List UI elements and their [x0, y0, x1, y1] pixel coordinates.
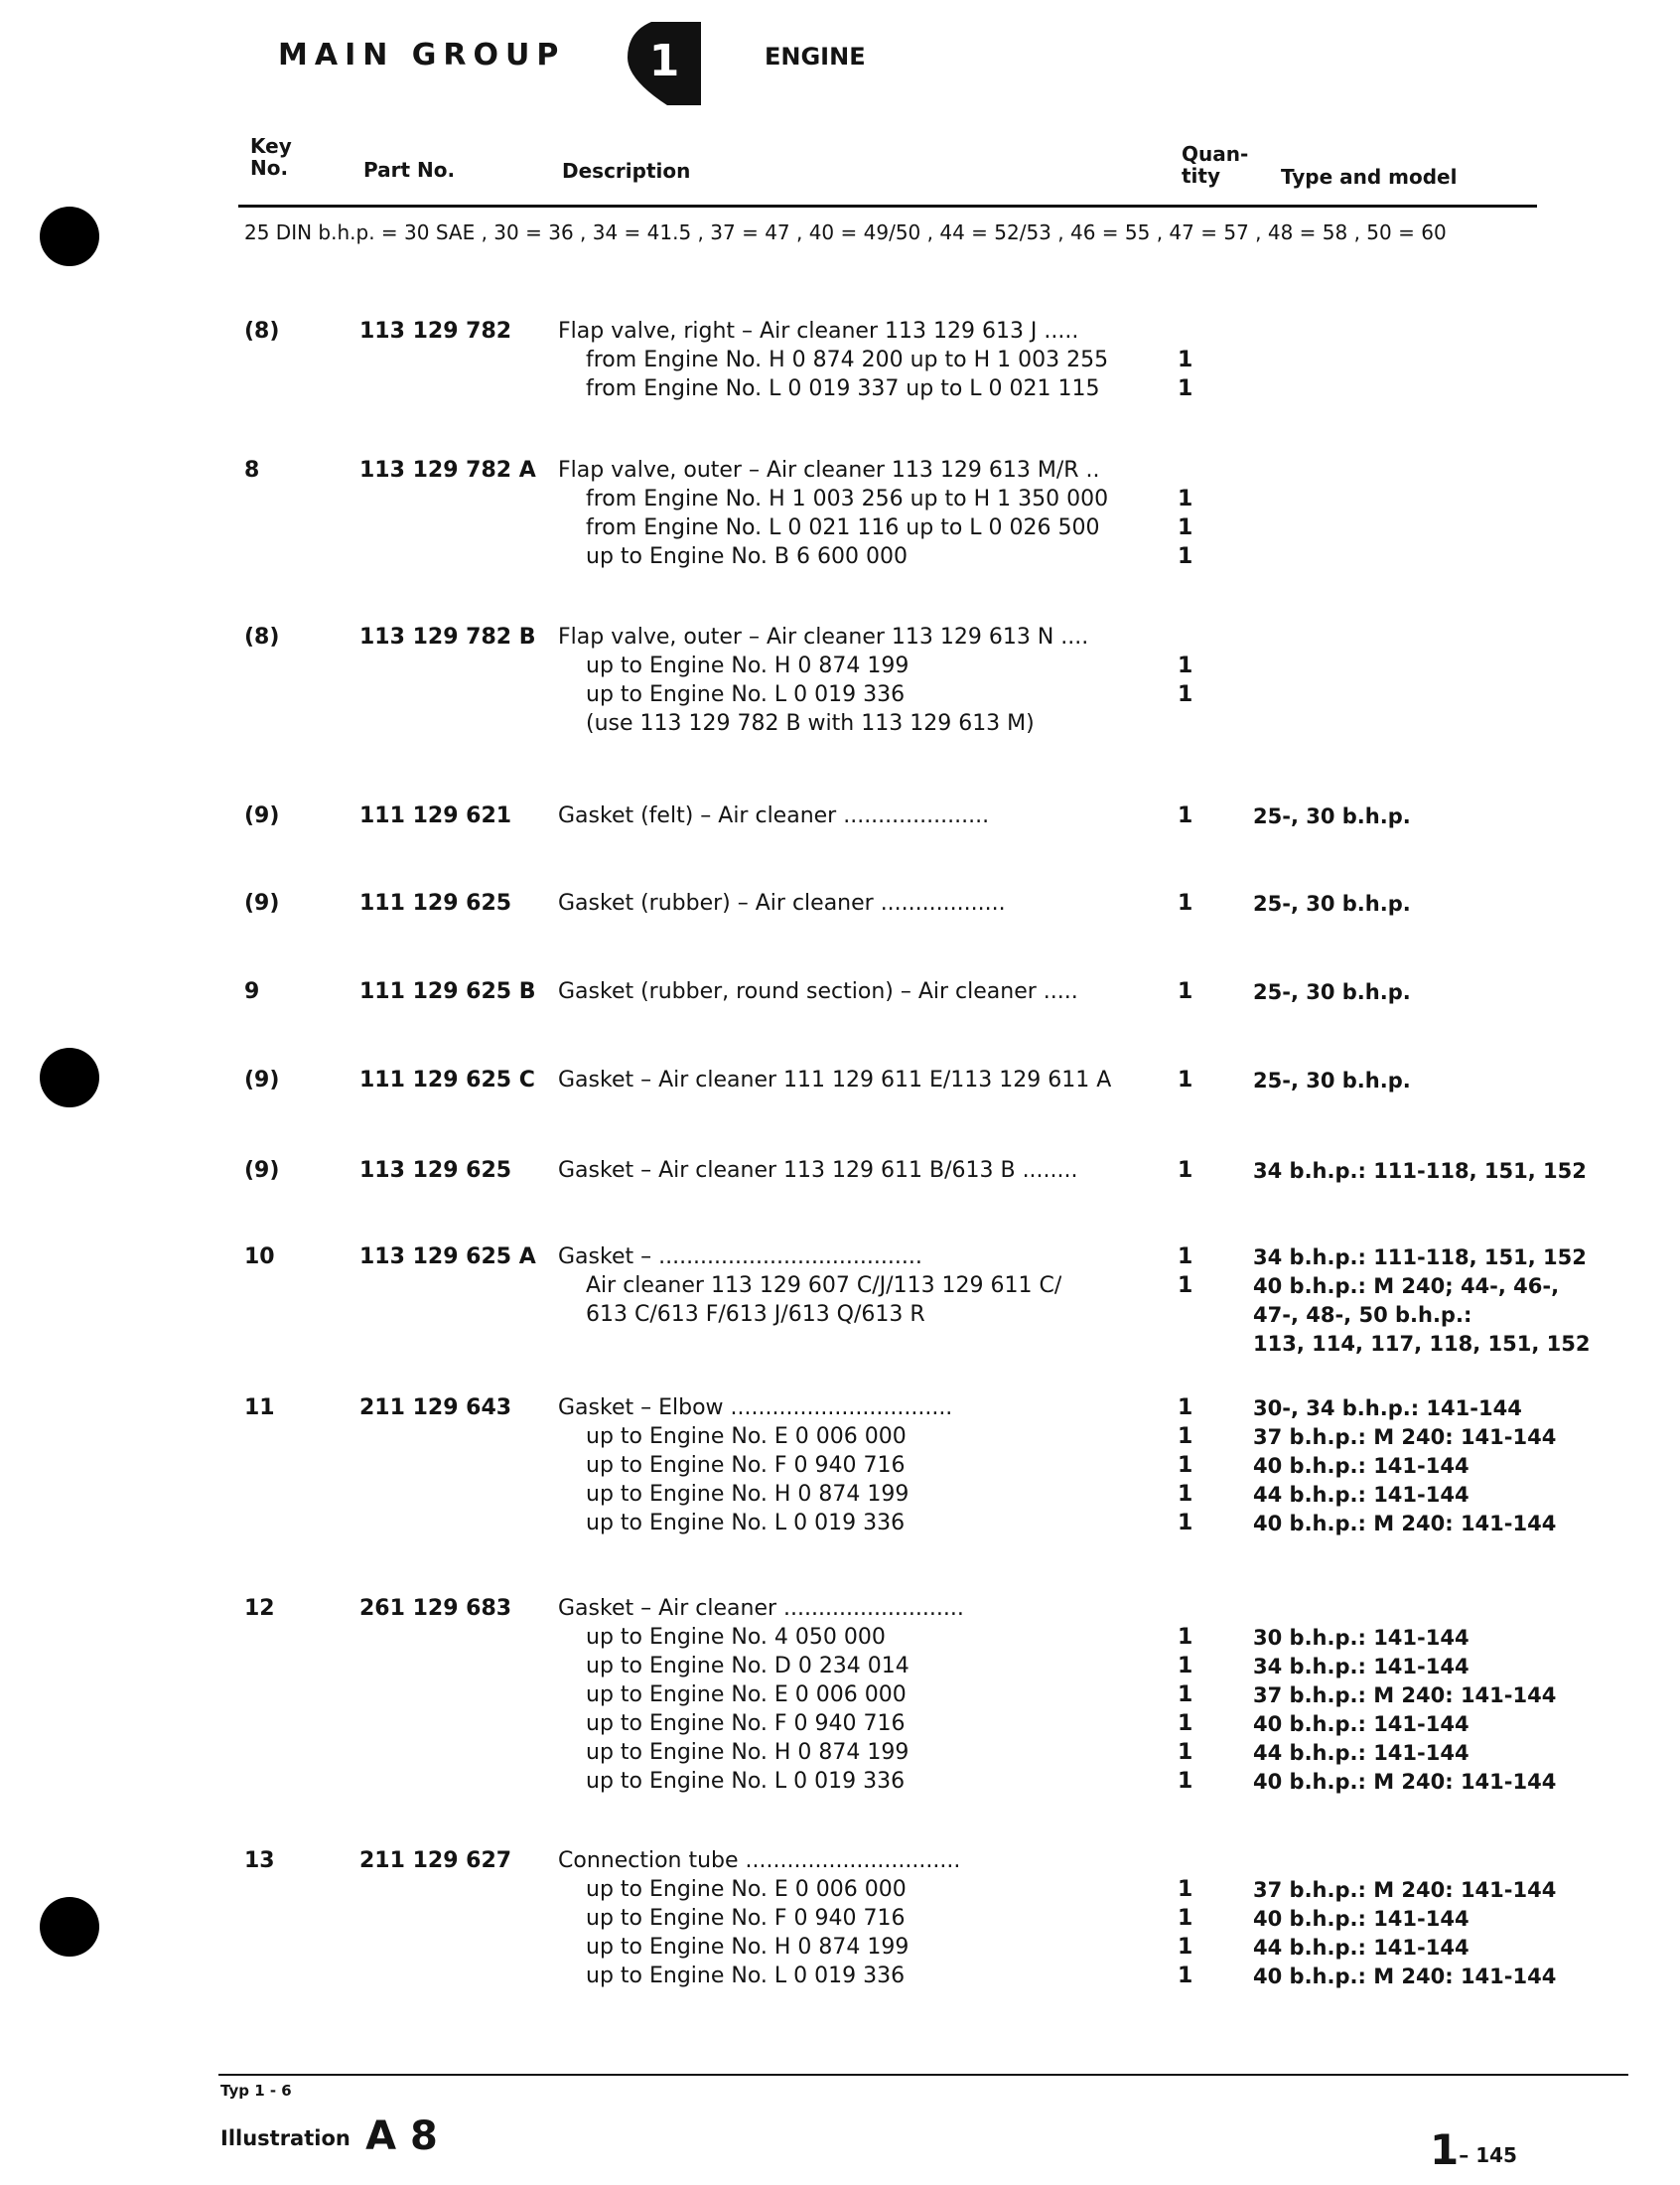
description-line: Gasket – Air cleaner ..........................: [558, 1596, 964, 1621]
type-model: 37 b.h.p.: M 240: 141-144: [1253, 1878, 1557, 1902]
key-no: 8: [244, 458, 260, 483]
description-line: up to Engine No. L 0 019 336: [586, 1769, 906, 1794]
description-line: up to Engine No. L 0 019 336: [586, 682, 906, 707]
quantity: 1: [1178, 1682, 1193, 1707]
part-no: 113 129 625: [359, 1158, 512, 1183]
type-model: 30 b.h.p.: 141-144: [1253, 1626, 1470, 1650]
description-line: from Engine No. L 0 019 337 up to L 0 021 115: [586, 376, 1100, 401]
key-no: 9: [244, 979, 260, 1004]
quantity: 1: [1178, 1482, 1193, 1507]
key-no: (9): [244, 1158, 280, 1183]
key-no: 11: [244, 1395, 275, 1420]
quantity: 1: [1178, 515, 1193, 540]
quantity: 1: [1178, 1935, 1193, 1960]
part-no: 111 129 625 C: [359, 1068, 535, 1092]
quantity: 1: [1178, 891, 1193, 916]
quantity: 1: [1178, 1964, 1193, 1988]
description-line: 613 C/613 F/613 J/613 Q/613 R: [586, 1302, 925, 1327]
part-no: 111 129 621: [359, 803, 512, 828]
description-line: up to Engine No. B 6 600 000: [586, 544, 908, 569]
key-no: 13: [244, 1848, 275, 1873]
key-no: (9): [244, 891, 280, 916]
description-line: Gasket – Elbow ................................: [558, 1395, 953, 1420]
description-line: up to Engine No. H 0 874 199: [586, 654, 910, 678]
col-part-no: Part No.: [363, 158, 456, 182]
key-no: (8): [244, 319, 280, 344]
key-no: 10: [244, 1244, 275, 1269]
quantity: 1: [1178, 1273, 1193, 1298]
quantity: 1: [1178, 487, 1193, 511]
type-model: 34 b.h.p.: 111-118, 151, 152: [1253, 1159, 1587, 1183]
illustration-label: Illustration: [220, 2126, 350, 2150]
key-no: (9): [244, 803, 280, 828]
quantity: 1: [1178, 1068, 1193, 1092]
type-model: 113, 114, 117, 118, 151, 152: [1253, 1332, 1591, 1356]
binder-hole-top: [40, 207, 99, 266]
quantity: 1: [1178, 803, 1193, 828]
key-no: 12: [244, 1596, 275, 1621]
quantity: 1: [1178, 682, 1193, 707]
part-no: 113 129 782 B: [359, 625, 536, 650]
description-line: up to Engine No. F 0 940 716: [586, 1711, 906, 1736]
description-line: up to Engine No. F 0 940 716: [586, 1453, 906, 1478]
description-line: up to Engine No. H 0 874 199: [586, 1935, 910, 1960]
description-line: up to Engine No. 4 050 000: [586, 1625, 886, 1650]
group-number-badge: [624, 18, 705, 109]
footer-rule: [218, 2074, 1628, 2076]
description-line: Gasket (rubber) – Air cleaner ..................: [558, 891, 1006, 916]
quantity: 1: [1178, 1769, 1193, 1794]
description-line: up to Engine No. D 0 234 014: [586, 1654, 910, 1678]
part-no: 113 129 782: [359, 319, 512, 344]
quantity: 1: [1178, 348, 1193, 372]
illustration-ref: [220, 2113, 438, 2159]
col-key-no: Key No.: [250, 134, 292, 180]
part-no: 113 129 625 A: [359, 1244, 536, 1269]
quantity: 1: [1178, 1654, 1193, 1678]
page-number-sub: – 145: [1459, 2143, 1517, 2167]
quantity: 1: [1178, 1511, 1193, 1535]
description-line: from Engine No. H 1 003 256 up to H 1 350 000: [586, 487, 1109, 511]
description-line: Flap valve, right – Air cleaner 113 129 613 J .....: [558, 319, 1079, 344]
description-line: from Engine No. H 0 874 200 up to H 1 003 255: [586, 348, 1109, 372]
description-line: Air cleaner 113 129 607 C/J/113 129 611 C/: [586, 1273, 1062, 1298]
quantity: 1: [1178, 1740, 1193, 1765]
description-line: up to Engine No. L 0 019 336: [586, 1511, 906, 1535]
group-number: 1: [648, 36, 680, 86]
quantity: 1: [1178, 979, 1193, 1004]
description-line: up to Engine No. L 0 019 336: [586, 1964, 906, 1988]
description-line: up to Engine No. E 0 006 000: [586, 1424, 907, 1449]
quantity: 1: [1178, 544, 1193, 569]
quantity: 1: [1178, 1877, 1193, 1902]
type-model: 44 b.h.p.: 141-144: [1253, 1936, 1470, 1960]
description-line: from Engine No. L 0 021 116 up to L 0 026 500: [586, 515, 1100, 540]
quantity: 1: [1178, 1395, 1193, 1420]
part-no: 211 129 643: [359, 1395, 512, 1420]
description-line: Gasket – Air cleaner 113 129 611 B/613 B ........: [558, 1158, 1078, 1183]
description-line: up to Engine No. F 0 940 716: [586, 1906, 906, 1931]
description-line: Gasket (felt) – Air cleaner .....................: [558, 803, 990, 828]
type-model: 40 b.h.p.: M 240: 141-144: [1253, 1512, 1557, 1535]
part-no: 211 129 627: [359, 1848, 512, 1873]
description-line: Flap valve, outer – Air cleaner 113 129 613 M/R ..: [558, 458, 1100, 483]
quantity: 1: [1178, 1906, 1193, 1931]
type-model: 34 b.h.p.: 141-144: [1253, 1655, 1470, 1678]
illustration-number: A 8: [365, 2113, 438, 2159]
main-group-label: MAIN GROUP: [278, 38, 566, 73]
type-model: 25-, 30 b.h.p.: [1253, 980, 1411, 1004]
type-model: 40 b.h.p.: 141-144: [1253, 1907, 1470, 1931]
description-line: up to Engine No. H 0 874 199: [586, 1740, 910, 1765]
type-model: 44 b.h.p.: 141-144: [1253, 1741, 1470, 1765]
type-model: 40 b.h.p.: M 240: 141-144: [1253, 1965, 1557, 1988]
type-model: 30-, 34 b.h.p.: 141-144: [1253, 1396, 1522, 1420]
binder-hole-middle: [40, 1048, 99, 1107]
type-model: 25-, 30 b.h.p.: [1253, 804, 1411, 828]
quantity: 1: [1178, 654, 1193, 678]
din-sae-conversion-note: 25 DIN b.h.p. = 30 SAE , 30 = 36 , 34 = 41.5 , 37 = 47 , 40 = 49/50 , 44 = 52/53 , 46 = 55 , 47 = 57 , 48 = 58 , 50 = 60: [244, 220, 1447, 244]
description-line: Gasket – Air cleaner 111 129 611 E/113 129 611 A: [558, 1068, 1112, 1092]
page-number: [1430, 2125, 1517, 2174]
quantity: 1: [1178, 1711, 1193, 1736]
quantity: 1: [1178, 1424, 1193, 1449]
type-model: 40 b.h.p.: 141-144: [1253, 1712, 1470, 1736]
description-line: Flap valve, outer – Air cleaner 113 129 613 N ....: [558, 625, 1089, 650]
type-model: 25-, 30 b.h.p.: [1253, 1069, 1411, 1092]
type-model: 37 b.h.p.: M 240: 141-144: [1253, 1683, 1557, 1707]
type-model: 25-, 30 b.h.p.: [1253, 892, 1411, 916]
page-number-main: 1: [1430, 2125, 1460, 2174]
quantity: 1: [1178, 1453, 1193, 1478]
description-line: Gasket (rubber, round section) – Air cleaner .....: [558, 979, 1078, 1004]
part-no: 113 129 782 A: [359, 458, 536, 483]
type-model: 37 b.h.p.: M 240: 141-144: [1253, 1425, 1557, 1449]
quantity: 1: [1178, 1244, 1193, 1269]
col-description: Description: [562, 159, 691, 183]
quantity: 1: [1178, 1158, 1193, 1183]
type-model: 40 b.h.p.: M 240: 141-144: [1253, 1770, 1557, 1794]
part-no: 111 129 625: [359, 891, 512, 916]
part-no: 111 129 625 B: [359, 979, 536, 1004]
description-line: Connection tube ...............................: [558, 1848, 961, 1873]
description-line: (use 113 129 782 B with 113 129 613 M): [586, 711, 1035, 736]
description-line: up to Engine No. H 0 874 199: [586, 1482, 910, 1507]
type-model: 34 b.h.p.: 111-118, 151, 152: [1253, 1245, 1587, 1269]
type-model: 40 b.h.p.: M 240; 44-, 46-,: [1253, 1274, 1560, 1298]
type-model: 47-, 48-, 50 b.h.p.:: [1253, 1303, 1472, 1327]
type-model: 44 b.h.p.: 141-144: [1253, 1483, 1470, 1507]
key-no: (8): [244, 625, 280, 650]
type-range-label: Typ 1 - 6: [220, 2082, 292, 2100]
type-model: 40 b.h.p.: 141-144: [1253, 1454, 1470, 1478]
quantity: 1: [1178, 376, 1193, 401]
col-quantity: Quan- tity: [1182, 142, 1249, 188]
quantity: 1: [1178, 1625, 1193, 1650]
description-line: up to Engine No. E 0 006 000: [586, 1682, 907, 1707]
description-line: Gasket – ......................................: [558, 1244, 922, 1269]
key-no: (9): [244, 1068, 280, 1092]
description-line: up to Engine No. E 0 006 000: [586, 1877, 907, 1902]
binder-hole-bottom: [40, 1897, 99, 1957]
part-no: 261 129 683: [359, 1596, 512, 1621]
header-rule: [238, 205, 1537, 208]
group-title: ENGINE: [765, 43, 866, 71]
col-type-model: Type and model: [1281, 165, 1458, 189]
